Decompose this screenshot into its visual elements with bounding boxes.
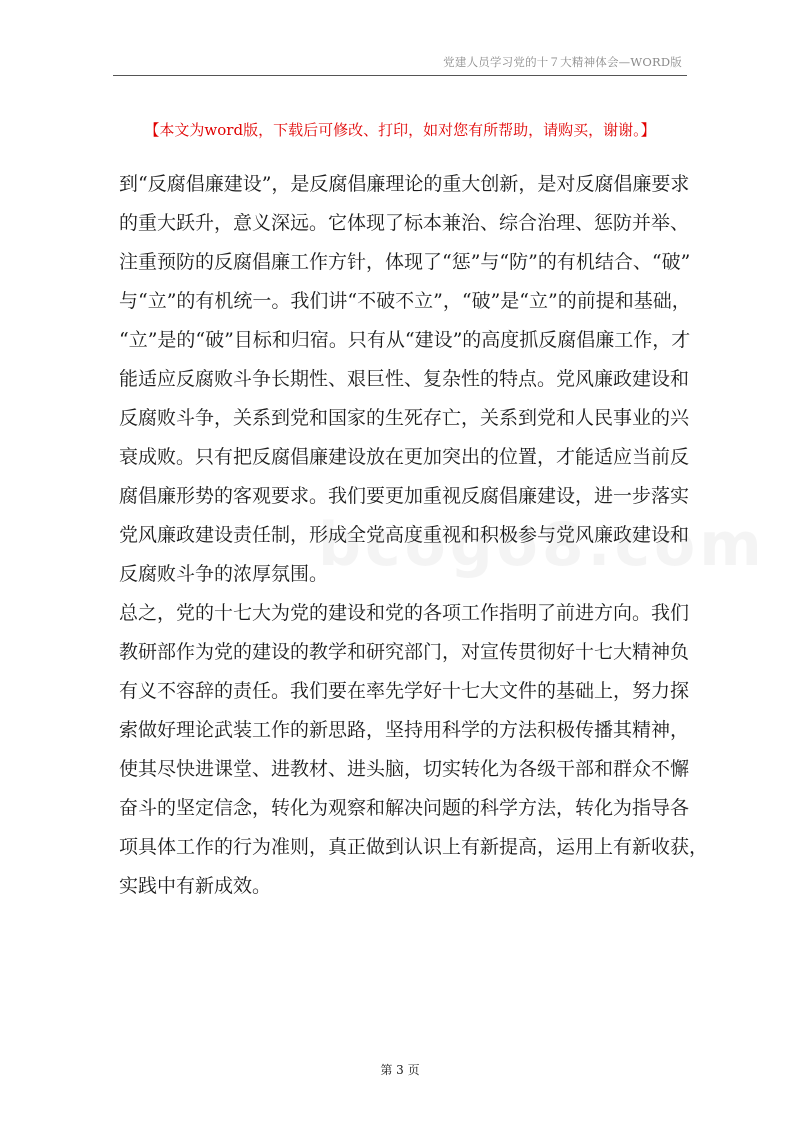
- text-line: 注重预防的反腐倡廉工作方针，体现了“惩”与“防”的有机结合、“破”: [119, 251, 691, 273]
- text-line: 与“立”的有机统一。我们讲“不破不立”，“破”是“立”的前提和基础，: [119, 290, 691, 312]
- paragraph-2: [119, 594, 709, 906]
- text-line: 党风廉政建设责任制，形成全党高度重视和积极参与党风廉政建设和: [119, 524, 690, 546]
- text-line: 的重大跃升，意义深远。它体现了标本兼治、综合治理、惩防并举、: [119, 212, 690, 234]
- text-line: 反腐败斗争的浓厚氛围。: [119, 563, 329, 585]
- header-divider: [113, 75, 687, 76]
- text-line: 索做好理论武装工作的新思路，坚持用科学的方法积极传播其精神，: [119, 719, 690, 741]
- text-line: 衰成败。只有把反腐倡廉建设放在更加突出的位置，才能适应当前反: [119, 446, 690, 468]
- text-line: 项具体工作的行为准则，真正做到认识上有新提高，运用上有新收获，: [119, 836, 709, 858]
- text-line: 到“反腐倡廉建设”，是反腐倡廉理论的重大创新，是对反腐倡廉要求: [119, 173, 690, 195]
- text-line: 能适应反腐败斗争长期性、艰巨性、复杂性的特点。党风廉政建设和: [119, 368, 690, 390]
- purchase-notice: 【本文为word版，下载后可修改、打印，如对您有所帮助，请购买，谢谢。】: [144, 121, 656, 139]
- page-number: 第 3 页: [380, 1063, 420, 1077]
- text-line: 使其尽快进课堂、进教材、进头脑，切实转化为各级干部和群众不懈: [119, 758, 690, 780]
- text-line: 奋斗的坚定信念，转化为观察和解决问题的科学方法，转化为指导各: [119, 797, 690, 819]
- text-line: 教研部作为党的建设的教学和研究部门，对宣传贯彻好十七大精神负: [119, 641, 690, 663]
- text-line: 腐倡廉形势的客观要求。我们要更加重视反腐倡廉建设，进一步落实: [119, 485, 690, 507]
- text-line: 有义不容辞的责任。我们要在率先学好十七大文件的基础上，努力探: [119, 680, 690, 702]
- paragraph-1: [119, 165, 691, 594]
- text-line: 实践中有新成效。: [119, 875, 272, 897]
- text-line: 反腐败斗争，关系到党和国家的生死存亡，关系到党和人民事业的兴: [119, 407, 690, 429]
- document-body: [119, 165, 709, 906]
- page-header-title: 党建人员学习党的十７大精神体会—WORD版: [443, 55, 682, 69]
- text-line: “立”是的“破”目标和归宿。只有从“建设”的高度抓反腐倡廉工作，才: [119, 329, 691, 351]
- text-line: 总之，党的十七大为党的建设和党的各项工作指明了前进方向。我们: [119, 602, 690, 624]
